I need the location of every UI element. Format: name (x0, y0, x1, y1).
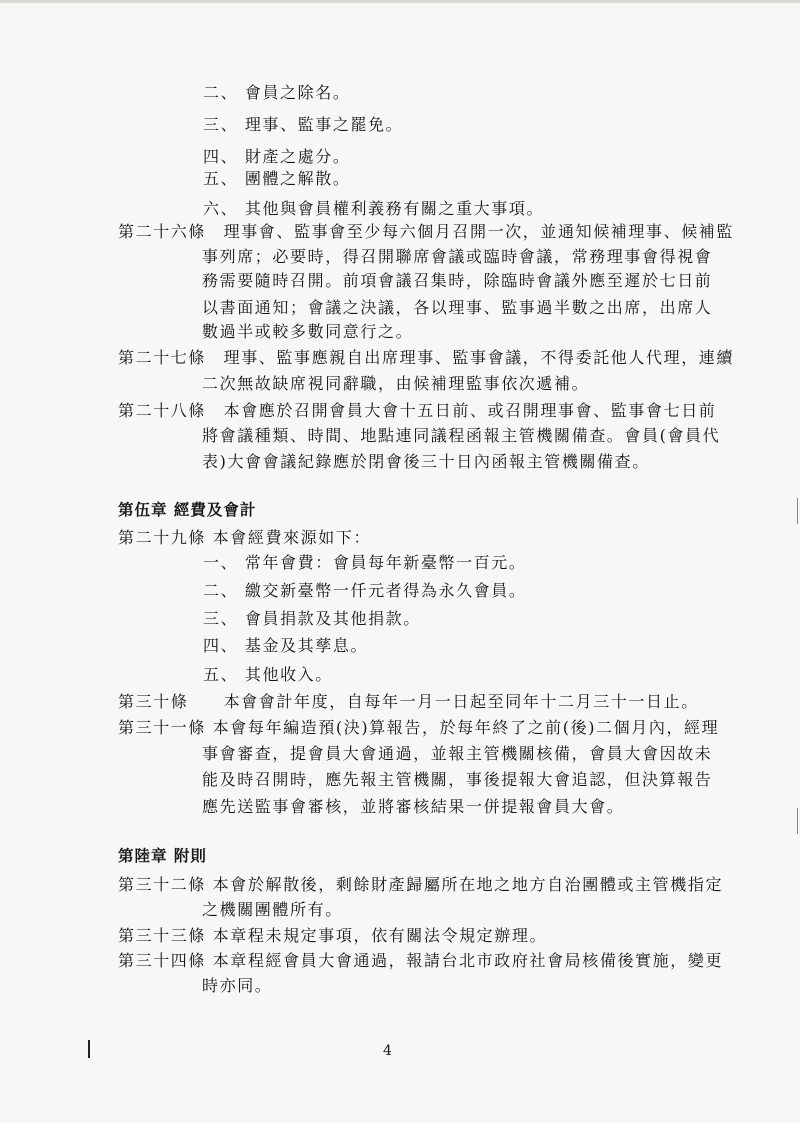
text-line: 三、 理事、監事之罷免。 (203, 115, 404, 134)
text-line: 四、 基金及其孳息。 (203, 636, 369, 655)
text-line: 務需要隨時召開。前項會議召集時，除臨時會議外應至遲於七日前 (202, 271, 713, 290)
chapter-heading: 第陸章 附則 (118, 847, 207, 865)
text-line: 表)大會會議紀錄應於閉會後三十日內函報主管機關備查。 (202, 452, 650, 471)
text-line: 三、 會員捐款及其他捐款。 (203, 609, 421, 628)
text-line: 之機關團體所有。 (202, 900, 343, 919)
text-line: 應先送監事會審核，並將審核結果一併提報會員大會。 (202, 797, 625, 816)
article-line: 第三十條 本會會計年度，自每年一月一日起至同年十二月三十一日止。 (118, 692, 699, 711)
text-line: 能及時召開時，應先報主管機關，事後提報大會追認，但決算報告 (202, 770, 713, 789)
article-line: 第二十九條 本會經費來源如下： (118, 528, 372, 547)
article-line: 第三十一條 本會每年編造預(決)算報告，於每年終了之前(後)二個月內，經理 (118, 718, 720, 737)
text-line: 時亦同。 (202, 976, 273, 995)
scan-edge-mark (797, 498, 799, 524)
text-line: 事會審查，提會員大會通過，並報主管機關核備，會員大會因故未 (202, 744, 713, 763)
scan-edge (0, 0, 800, 3)
article-line: 第三十三條 本章程未規定事項，依有關法令規定辦理。 (118, 926, 548, 945)
text-line: 一、 常年會費：會員每年新臺幣一百元。 (203, 553, 527, 572)
text-line: 五、 團體之解散。 (203, 169, 351, 188)
article-line: 第二十八條 本會應於召開會員大會十五日前、或召開理事會、監事會七日前 (118, 401, 717, 420)
page-number: 4 (383, 1043, 392, 1059)
text-line: 將會議種類、時間、地點連同議程函報主管機關備查。會員(會員代 (202, 426, 721, 445)
text-line: 四、 財產之處分。 (203, 147, 351, 166)
text-line: 事列席；必要時，得召開聯席會議或臨時會議，常務理事會得視會 (202, 247, 713, 266)
article-line: 第三十二條 本會於解散後，剩餘財產歸屬所在地之地方自治團體或主管機指定 (118, 875, 724, 894)
scan-edge-mark (797, 808, 799, 834)
text-line: 二次無故缺席視同辭職，由候補理監事依次遞補。 (202, 374, 590, 393)
text-line: 以書面通知；會議之決議，各以理事、監事過半數之出席，出席人 (202, 298, 713, 317)
text-line: 二、 繳交新臺幣一仟元者得為永久會員。 (203, 581, 527, 600)
margin-mark (88, 1040, 90, 1058)
text-line: 六、 其他與會員權利義務有關之重大事項。 (203, 199, 545, 218)
article-line: 第二十六條 理事會、監事會至少每六個月召開一次，並通知候補理事、候補監 (118, 222, 735, 241)
text-line: 五、 其他收入。 (203, 665, 333, 684)
article-line: 第二十七條 理事、監事應親自出席理事、監事會議，不得委託他人代理，連續 (118, 348, 735, 367)
text-line: 二、 會員之除名。 (203, 83, 351, 102)
article-line: 第三十四條 本章程經會員大會通過，報請台北市政府社會局核備後實施，變更 (118, 951, 724, 970)
chapter-heading: 第伍章 經費及會計 (118, 501, 257, 519)
text-line: 數過半或較多數同意行之。 (202, 322, 414, 341)
